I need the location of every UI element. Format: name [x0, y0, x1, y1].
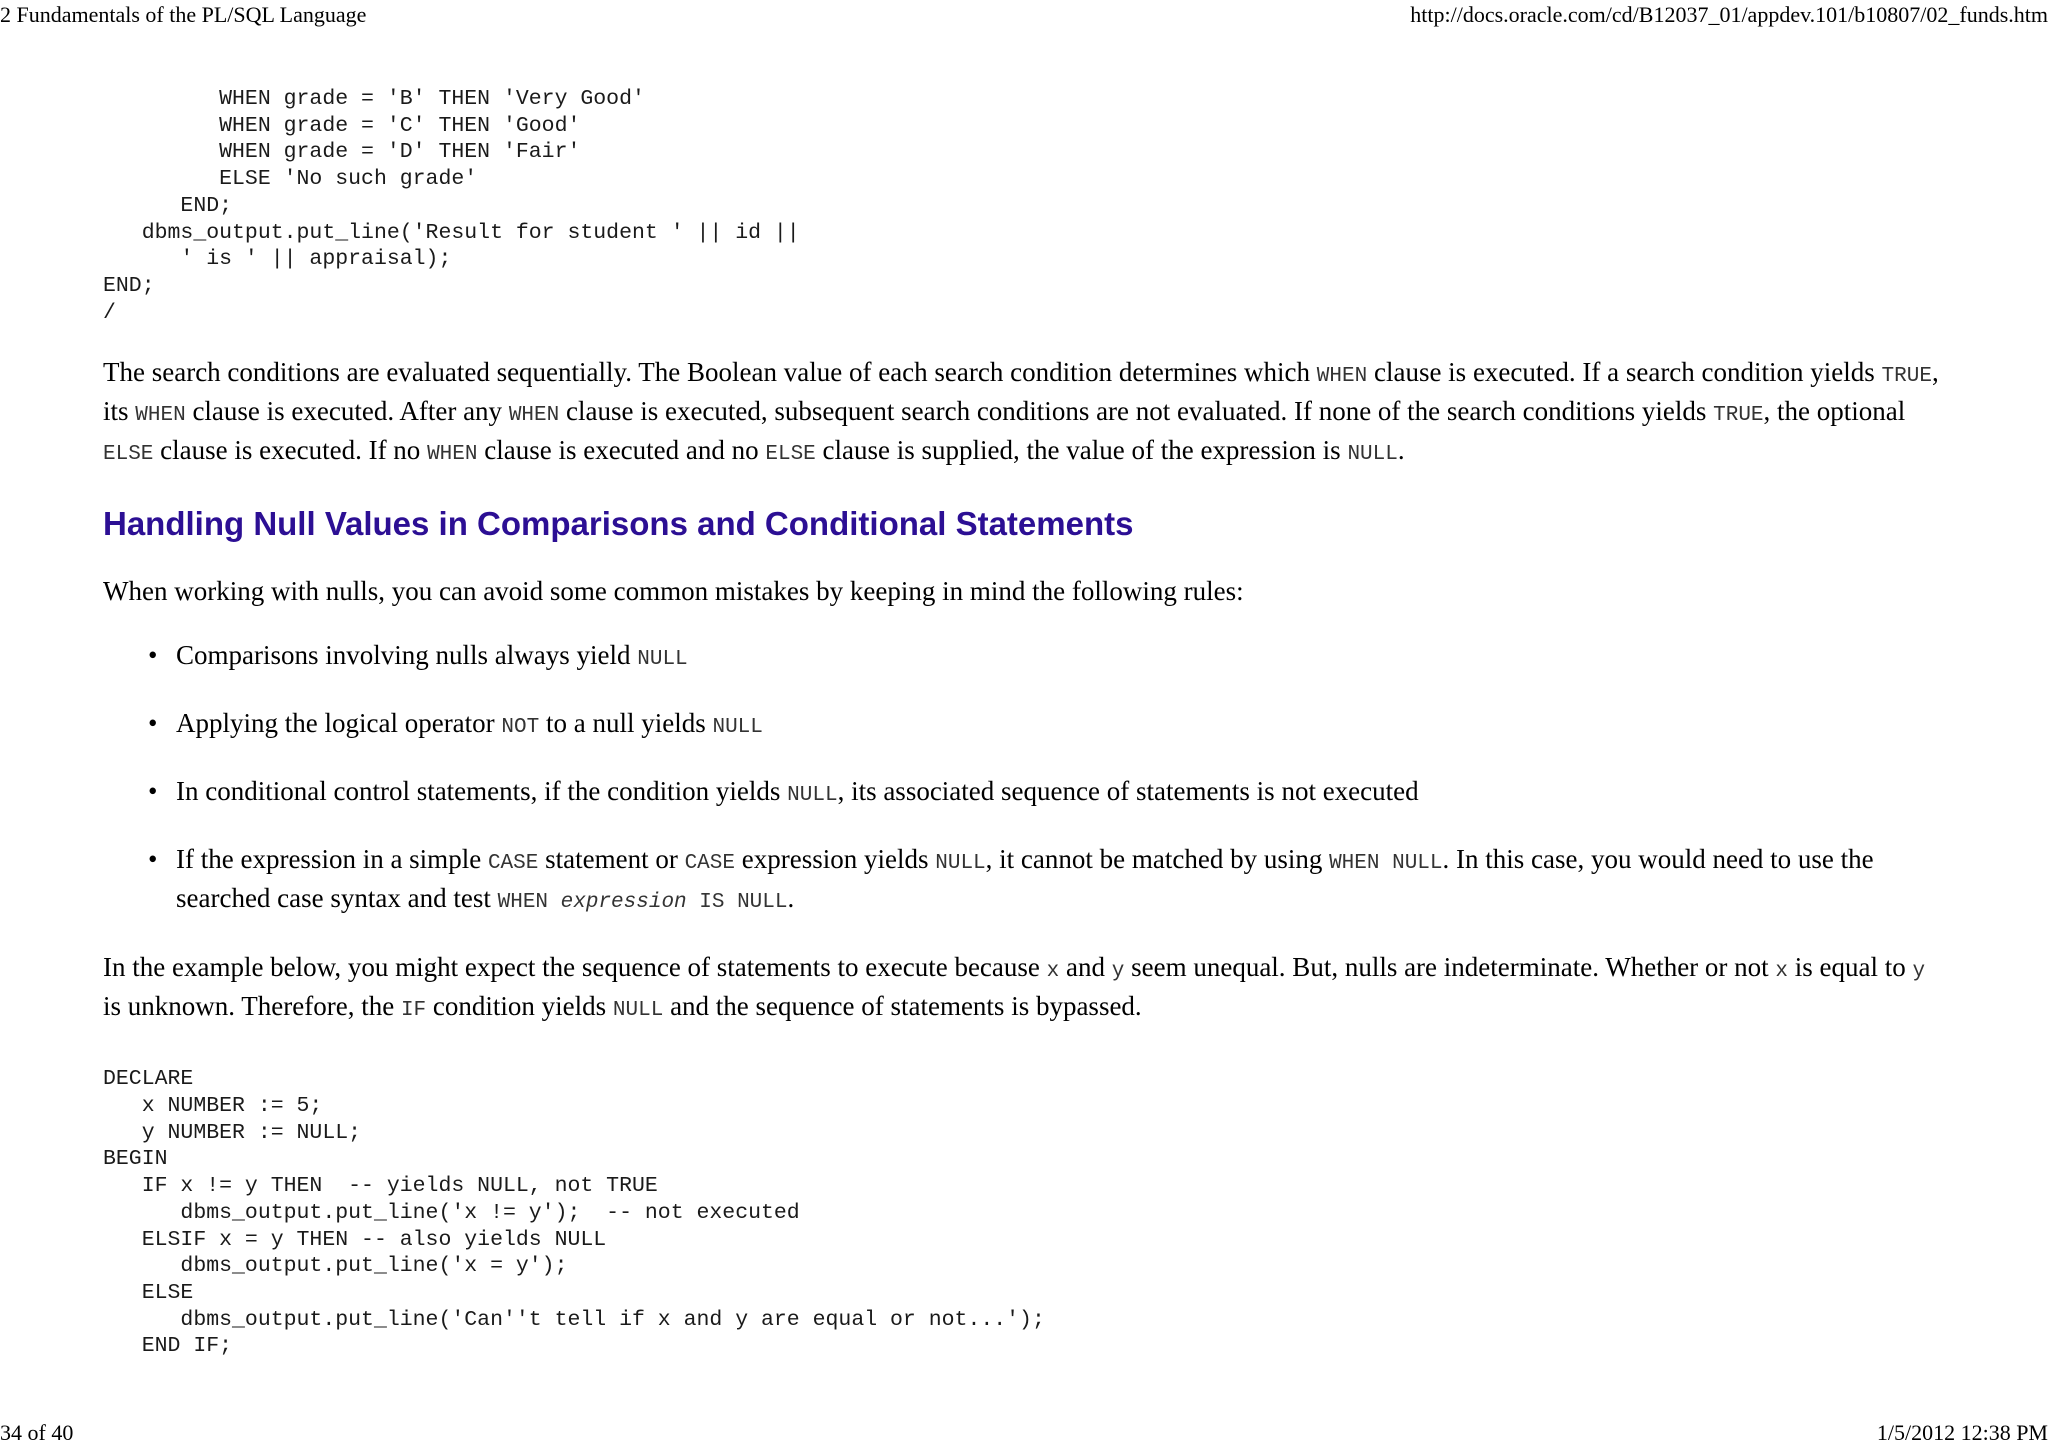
code-line: dbms_output.put_line('Result for student ' || id || [103, 220, 800, 245]
paragraph-search-conditions: The search conditions are evaluated sequentially. The Boolean value of each search condition determines which WHEN clause is executed. If a search condition yields TRUE, its WHEN clause is executed. After any WHEN clause is executed, subsequent search conditions are not evaluated. If none of the search conditions yields TRUE, the optional ELSE clause is executed. If no WHEN clause is executed and no ELSE clause is supplied, the value of the expression is NULL. [103, 357, 1939, 467]
print-header [0, 0, 2048, 30]
section-heading: Handling Null Values in Comparisons and Conditional Statements [103, 505, 1134, 543]
bullet-icon: • [148, 844, 158, 875]
code-line: DECLARE [103, 1067, 194, 1092]
bullet-icon: • [148, 640, 158, 671]
code-line: ELSIF x = y THEN -- also yields NULL [103, 1227, 607, 1252]
list-item: • In conditional control statements, if the condition yields NULL, its associated sequence of statements is not executed [148, 776, 1419, 808]
page-content [103, 86, 1943, 1360]
code-line: y NUMBER := NULL; [103, 1120, 362, 1145]
code-line: dbms_output.put_line('x = y'); [103, 1254, 568, 1279]
paragraph-nulls-intro: When working with nulls, you can avoid some common mistakes by keeping in mind the following rules: [103, 576, 1244, 607]
code-line: dbms_output.put_line('Can''t tell if x and y are equal or not...'); [103, 1307, 1045, 1332]
code-line: END; [103, 193, 233, 218]
code-line: WHEN grade = 'C' THEN 'Good' [103, 113, 581, 138]
code-line: dbms_output.put_line('x != y'); -- not executed [103, 1200, 800, 1225]
paragraph-null-example: In the example below, you might expect the sequence of statements to execute because x and y seem unequal. But, nulls are indeterminate. Whether or not x is equal to y is unknown. Therefore, the IF condition yields NULL and the sequence of statements is bypassed. [103, 952, 1926, 1023]
code-line: END IF; [103, 1334, 233, 1359]
print-footer [0, 1418, 2048, 1448]
list-item: • If the expression in a simple CASE statement or CASE expression yields NULL, it cannot be matched by using WHEN NULL. In this case, you would need to use the searched case syntax and test WHEN expression IS NULL. [148, 844, 1874, 915]
document-title: 2 Fundamentals of the PL/SQL Language [0, 2, 367, 27]
null-rules-list [103, 638, 1943, 920]
code-line: BEGIN [103, 1147, 168, 1172]
code-line: ' is ' || appraisal); [103, 247, 452, 272]
print-timestamp: 1/5/2012 12:38 PM [1876, 1420, 2048, 1445]
code-line: / [103, 300, 116, 325]
bullet-icon: • [148, 708, 158, 739]
list-item: • Comparisons involving nulls always yield NULL [148, 640, 688, 672]
page-number: 34 of 40 [0, 1420, 74, 1445]
code-line: IF x != y THEN -- yields NULL, not TRUE [103, 1174, 658, 1199]
code-line: x NUMBER := 5; [103, 1094, 323, 1119]
code-line: WHEN grade = 'B' THEN 'Very Good' [103, 87, 645, 111]
code-line: ELSE 'No such grade' [103, 167, 478, 192]
code-line: WHEN grade = 'D' THEN 'Fair' [103, 140, 581, 165]
code-block-null-comparison [103, 1066, 1943, 1360]
code-line: END; [103, 273, 155, 298]
list-item: • Applying the logical operator NOT to a null yields NULL [148, 708, 763, 740]
bullet-icon: • [148, 776, 158, 807]
code-block-case-expression [103, 86, 1943, 326]
code-line: ELSE [103, 1280, 194, 1305]
document-url: http://docs.oracle.com/cd/B12037_01/appdev.101/b10807/02_funds.htm [1410, 2, 2048, 27]
